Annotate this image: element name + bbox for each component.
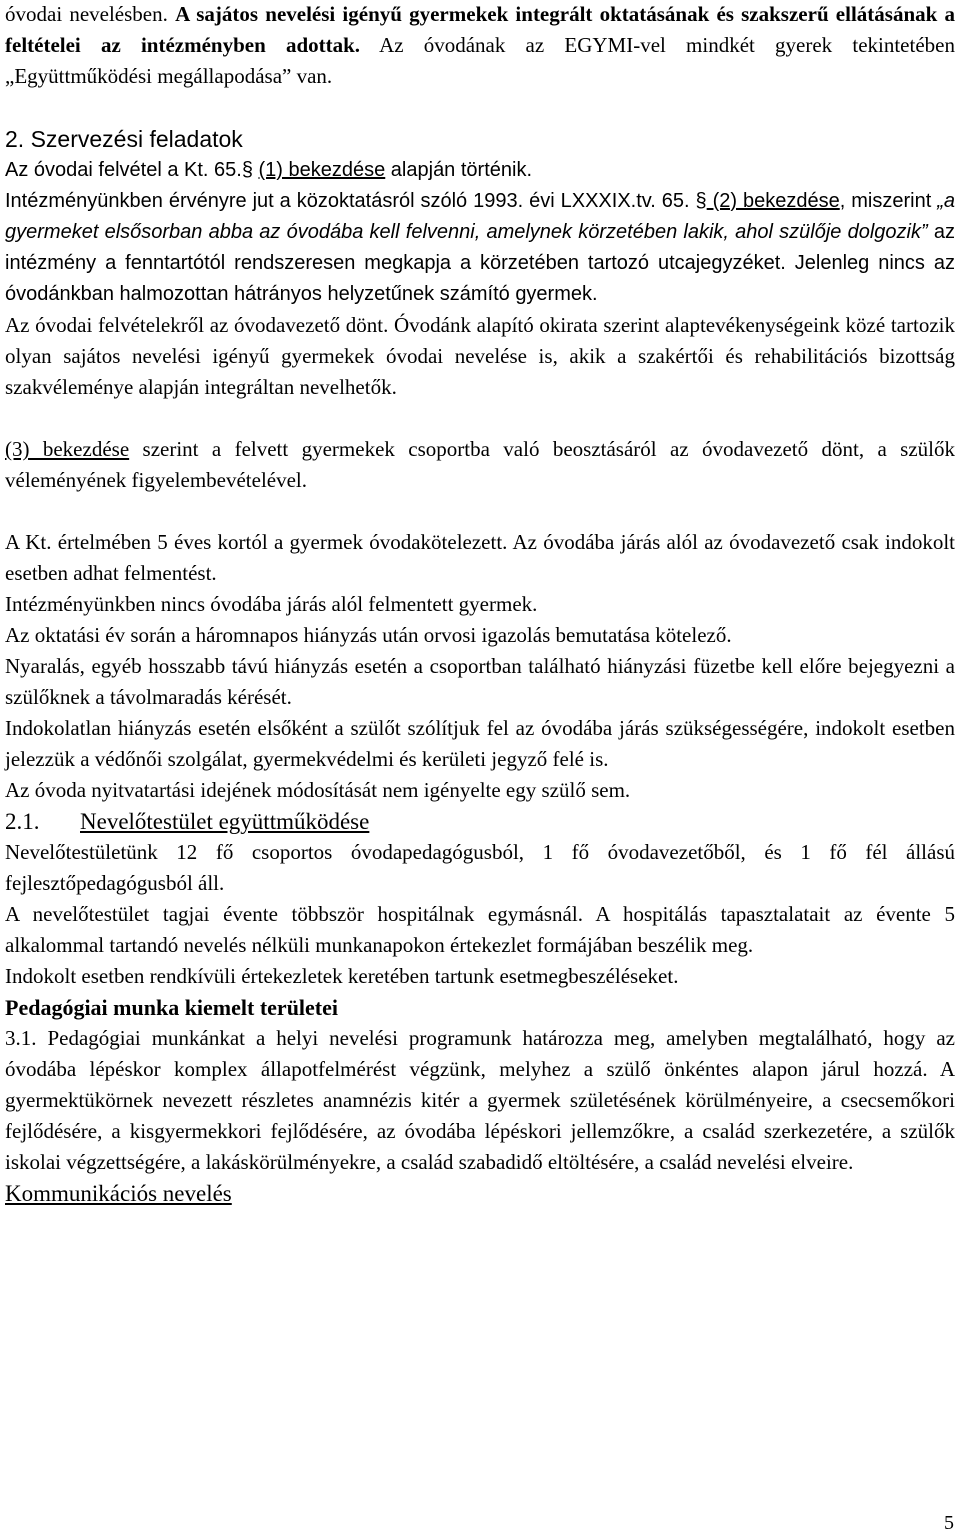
document-page [5,0,955,1209]
link-paragraph-1[interactable]: (1) bekezdése [258,159,386,181]
section-number: 2.1. [5,809,40,834]
paragraph-staff-1: Nevelőtestületünk 12 fő csoportos óvodapedagógusból, 1 fő óvodavezetőből, és 1 fő fél állású fejlesztőpedagógusból áll. [5,840,955,895]
text: Intézményünkben érvényre jut a közoktatásról szóló 1993. évi LXXXIX.tv. 65. [5,190,690,212]
paragraph-attendance-6: Az óvoda nyitvatartási idejének módosítását nem igényelte egy szülő sem. [5,778,631,802]
text: , miszerint [839,190,938,212]
paragraph-law [5,186,955,310]
text: Az óvodának az EGYMI-vel mindkét gyerek tekintetében „Együttműködési megállapodása” van. [5,33,955,88]
paragraph-attendance-1: A Kt. értelmében 5 éves kortól a gyermek óvodakötelezett. Az óvodába járás alól az óvodavezető csak indokolt esetben adhat felmentést. [5,530,955,585]
text: óvodai nevelésben. [5,2,176,26]
paragraph-attendance-5: Indokolatlan hiányzás esetén elsőként a szülőt szólítjuk fel az óvodába járás szükségességére, indokolt esetben jelezzük a védőnői szolgálat, gyermekvédelmi és kerületi jegyző felé is. [5,716,955,771]
paragraph-integration [5,0,955,92]
paragraph-staff-3: Indokolt esetben rendkívüli értekezletek keretében tartunk esetmegbeszéléseket. [5,964,679,988]
section-title-2-1 [5,806,955,837]
paragraph-staff-2: A nevelőtestület tagjai évente többször hospitálnak egymásnál. A hospitálás tapasztalatait az évente 5 alkalommal tartandó nevelés nélküli munkanapokon értekezlet formájában beszélik meg. [5,902,955,957]
bold-text: A sajátos nevelési igényű gyermekek integrált oktatásának és szakszerű ellátásának a feltételei az intézményben adottak. [5,2,955,57]
section-icon: § [689,190,707,212]
paragraph-pedagogy: 3.1. Pedagógiai munkánkat a helyi nevelési programunk határozza meg, amelyben megtalálható, hogy az óvodába lépéskor komplex állapotfelmérést végzünk, melyhez a szülő önkéntes alapon járul hozzá. A gyermektükörnek nevezett részletes anamnézis kitér a gyermek születésének körülményeire, a csecsemőkori fejlődésére, a kisgyermekkori fejlődésére, az óvodába lépéskori jellemzőkre, a család szerkezetére, a szülők iskolai végzettségére, a lakáskörülményekre, a család szabadidő eltöltésére, a család nevelési elveire. [5,1026,955,1174]
paragraph-admission [5,155,955,186]
text: Az óvodai felvétel a Kt. 65. [5,159,242,181]
paragraph-grouping [5,434,955,496]
paragraph-admission-decision: Az óvodai felvételekről az óvodavezető dönt. Óvodánk alapító okirata szerint alaptevékenységeink közé tartozik olyan sajátos nevelési igényű gyermekek óvodai nevelése is, akik a szakértői és rehabilitációs bizottság szakvéleménye alapján integráltan nevelhetők. [5,313,955,399]
paragraph-attendance-4: Nyaralás, egyéb hosszabb távú hiányzás esetén a csoportban található hiányzási füzetbe kell előre bejegyezni a szülőknek a távolmaradás kérését. [5,654,955,709]
link-paragraph-2[interactable]: (2) bekezdése [706,190,840,212]
quote-text: „a gyermeket elsősorban abba az óvodába kell felvenni, amelynek körzetében lakik, ahol szülője dolgozik” [5,190,955,243]
link-paragraph-3[interactable]: (3) bekezdése [5,437,130,461]
page-number: 5 [944,1512,954,1534]
text: alapján történik. [385,159,533,181]
paragraph-attendance-2: Intézményünkben nincs óvodába járás alól felmentett gyermek. [5,592,538,616]
section-heading: Nevelőtestület együttműködése [80,809,370,834]
paragraph-attendance-3: Az oktatási év során a háromnapos hiányzás után orvosi igazolás bemutatása kötelező. [5,623,732,647]
text: az intézmény a fenntartótól rendszeresen megkapja a körzetében tartozó utcajegyzéket. Jelenleg nincs az óvodánkban halmozottan hátrányos helyzetűnek számító gyermek. [5,221,955,305]
text: szerint a felvett gyermekek csoportba való beosztásáról az óvodavezető dönt, a szülők véleményének figyelembevételével. [5,437,956,492]
section-title-2: 2. Szervezési feladatok [5,126,243,152]
subsection-title: Kommunikációs nevelés [5,1181,232,1206]
section-icon: § [241,159,253,181]
section-title-3: Pedagógiai munka kiemelt területei [5,995,339,1020]
